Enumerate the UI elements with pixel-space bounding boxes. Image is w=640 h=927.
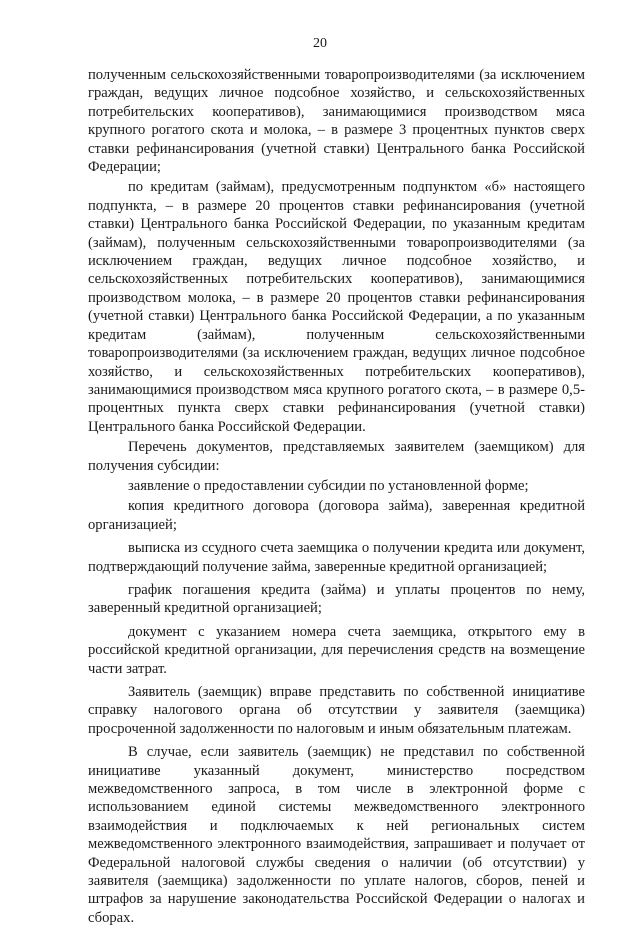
document-body [88, 66, 585, 927]
list-item-account-statement: выписка из ссудного счета заемщика о получении кредита или документ, подтверждающий получение займа, заверенные кредитной организацией; [88, 540, 585, 575]
paragraph-2: по кредитам (займам), предусмотренным подпунктом «б» настоящего подпункта, – в размере 20 процентов ставки рефинансирования (учетной ставки) Центрального банка Российской Федерации, по указанным кредитам (займам), полученным сельскохозяйственными товаропроизводителями (за исключением граждан, ведущих личное подсобное хозяйство, и сельскохозяйственных потребительских кооперативов), занимающимися производством молока, – в размере 20 процентов ставки рефинансирования (учетной ставки) Центрального банка Российской Федерации, а по указанным кредитам (займам), полученным сельскохозяйственными товаропроизводителями (за исключением граждан, ведущих личное подсобное хозяйство, и сельскохозяйственных потребительских кооперативов), занимающимися производством мяса крупного рогатого скота, – в размере 0,5-процентных пункта сверх ставки рефинансирования (учетной ставки) Центрального банка Российской Федерации. [88, 179, 585, 435]
paragraph-interagency-request: В случае, если заявитель (заемщик) не представил по собственной инициативе указанный документ, министерство посредством межведомственного запроса, в том числе в электронной форме с использованием единой системы межведомственного электронного взаимодействия и подключаемых к ней региональных систем межведомственного электронного взаимодействия, запрашивает и получает от Федеральной налоговой службы сведения о наличии (об отсутствии) у заявителя (заемщика) задолженности по уплате налогов, сборов, пеней и штрафов за нарушение законодательства Российской Федерации о налогах и сборах. [88, 744, 585, 926]
list-item-loan-contract: копия кредитного договора (договора займа), заверенная кредитной организацией; [88, 498, 585, 533]
paragraph-tax-certificate: Заявитель (заемщик) вправе представить по собственной инициативе справку налогового органа об отсутствии у заявителя (заемщика) просроченной задолженности по налоговым и иным обязательным платежам. [88, 684, 585, 737]
list-item-repayment-schedule: график погашения кредита (займа) и уплаты процентов по нему, заверенный кредитной организацией; [88, 581, 585, 617]
list-item-application: заявление о предоставлении субсидии по установленной форме; [128, 477, 529, 494]
list-item-account-document: документ с указанием номера счета заемщика, открытого ему в российской кредитной организации, для перечисления средств на возмещение части затрат. [88, 623, 585, 677]
paragraph-3: Перечень документов, представляемых заявителем (заемщиком) для получения субсидии: [88, 439, 585, 474]
page-number: 20 [313, 36, 327, 51]
paragraph-1: полученным сельскохозяйственными товаропроизводителями (за исключением граждан, ведущих личное подсобное хозяйство, и сельскохозяйственных потребительских кооперативов), занимающимися производством мяса крупного рогатого скота и молока, – в размере 3 процентных пунктов сверх ставки рефинансирования (учетной ставки) Центрального банка Российской Федерации; [88, 67, 585, 176]
